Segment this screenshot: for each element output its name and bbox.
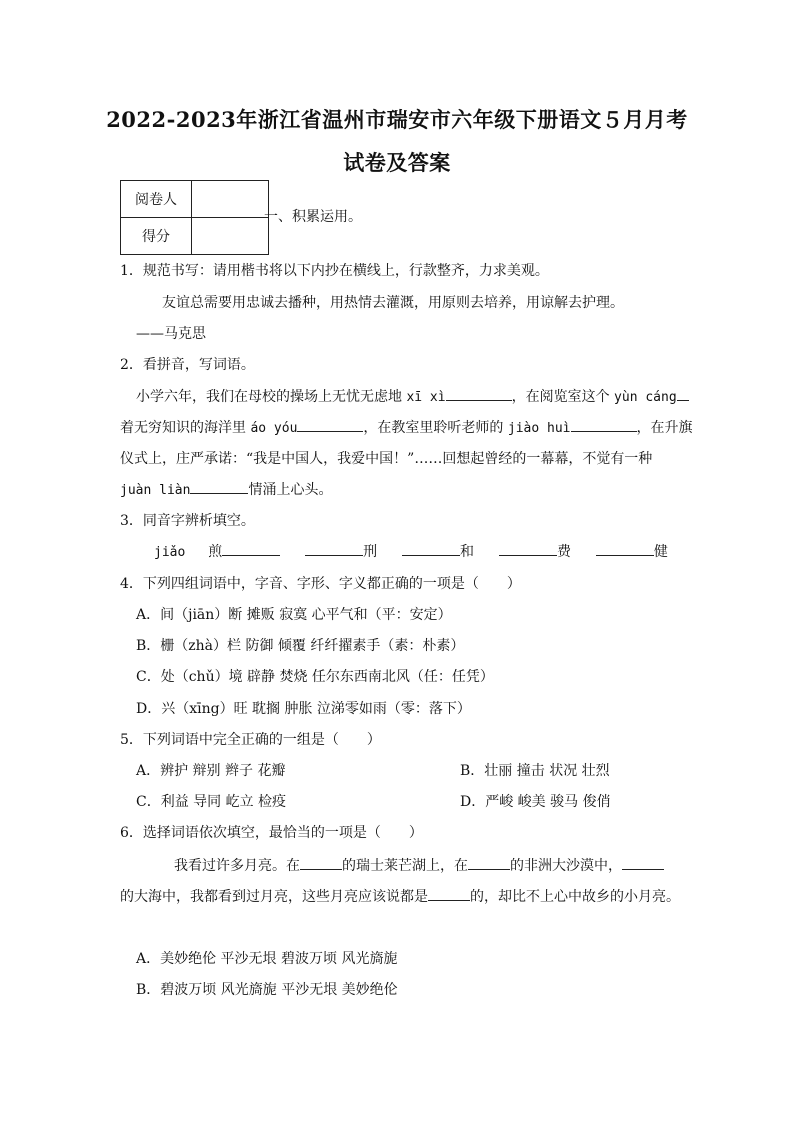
q4-stem: 4．下列四组词语中，字音、字形、字义都正确的一项是（ ） — [120, 576, 521, 592]
section-heading: 一、积累运用。 — [264, 209, 362, 225]
pinyin: áo yóu — [250, 421, 298, 436]
q5-option-d[interactable]: D．严峻 峻美 骏马 俊俏 — [460, 794, 611, 810]
q1-stem: 1．规范书写：请用楷书将以下内抄在横线上，行款整齐，力求美观。 — [120, 263, 549, 279]
score-cell — [192, 218, 269, 255]
answer-blank[interactable] — [571, 417, 637, 432]
q2-text: ，在教室里聆听老师的 — [363, 420, 504, 436]
q2-text: 情涌上心头。 — [248, 482, 333, 498]
q6-stem: 6．选择词语依次填空，最恰当的一项是（ ） — [120, 825, 423, 841]
q3-word: 费 — [556, 544, 571, 560]
answer-blank[interactable] — [468, 855, 510, 870]
answer-blank[interactable] — [428, 886, 470, 901]
q6-option-b[interactable]: B．碧波万顷 风光旖旎 平沙无垠 美妙绝伦 — [136, 982, 398, 998]
q6-text: 的，却比不上心中故乡的小月亮。 — [470, 889, 680, 905]
answer-blank[interactable] — [402, 541, 460, 556]
q2-text: 小学六年，我们在母校的操场上无忧无虑地 — [136, 389, 402, 405]
q3-word: 煎 — [208, 544, 223, 560]
pinyin: jiào huì — [507, 421, 571, 436]
exam-title-line1: 2022-2023年浙江省温州市瑞安市六年级下册语文５月月考 — [106, 107, 688, 132]
q1-author: ——马克思 — [136, 326, 206, 342]
pinyin: jiǎo — [154, 545, 186, 560]
q5-stem: 5．下列词语中完全正确的一组是（ ） — [120, 732, 381, 748]
answer-blank[interactable] — [297, 417, 363, 432]
q6-passage-line1 — [174, 855, 664, 875]
q3-word: 和 — [460, 544, 475, 560]
q2-line2 — [120, 417, 693, 437]
answer-blank[interactable] — [190, 479, 248, 494]
q4-option-c[interactable]: C．处（chǔ）境 辟静 焚烧 任尔东西南北风（任：任凭） — [136, 669, 494, 685]
q6-text: 的瑞士莱芒湖上，在 — [342, 858, 468, 874]
q5-option-a[interactable]: A．辨护 辩别 辫子 花瓣 — [136, 763, 286, 779]
answer-blank[interactable] — [596, 541, 654, 556]
q6-passage-line2 — [120, 886, 680, 906]
pinyin: xī xì — [406, 390, 446, 405]
q3-stem: 3．同音字辨析填空。 — [120, 513, 255, 529]
answer-blank[interactable] — [622, 855, 664, 870]
score-label: 得分 — [121, 218, 192, 255]
answer-blank[interactable] — [222, 541, 280, 556]
q6-option-a[interactable]: A．美妙绝伦 平沙无垠 碧波万顷 风光旖旎 — [136, 951, 398, 967]
score-table — [120, 180, 269, 255]
q4-option-b[interactable]: B．栅（zhà）栏 防御 倾覆 纤纤擢素手（素：朴素） — [136, 638, 465, 654]
q1-quote: 友谊总需要用忠诚去播种，用热情去灌溉，用原则去培养，用谅解去护理。 — [162, 295, 624, 311]
pinyin: juàn liàn — [120, 483, 191, 498]
q2-stem: 2．看拼音，写词语。 — [120, 357, 255, 373]
pinyin: yùn cáng — [614, 390, 677, 405]
answer-blank[interactable] — [446, 386, 512, 401]
answer-blank[interactable] — [499, 541, 557, 556]
q2-text: ，在阅览室这个 — [511, 389, 610, 405]
q3-row — [154, 541, 668, 561]
q2-line1 — [136, 386, 689, 406]
answer-blank[interactable] — [677, 386, 689, 401]
exam-title-line2: 试卷及答案 — [343, 150, 451, 175]
q2-text: ，在升旗 — [636, 420, 693, 436]
q3-word: 刑 — [363, 544, 378, 560]
q5-option-b[interactable]: B．壮丽 撞击 状况 壮烈 — [460, 763, 610, 779]
q3-word: 健 — [653, 544, 668, 560]
q4-option-d[interactable]: D．兴（xīng）旺 耽搁 肿胀 泣涕零如雨（零：落下） — [136, 701, 471, 717]
q4-option-a[interactable]: A．间（jiān）断 摊贩 寂寞 心平气和（平：安定） — [136, 607, 452, 623]
reviewer-label: 阅卷人 — [121, 181, 192, 218]
q6-text: 的非洲大沙漠中， — [510, 858, 622, 874]
answer-blank[interactable] — [305, 541, 363, 556]
q6-text: 我看过许多月亮。在 — [174, 858, 300, 874]
answer-blank[interactable] — [300, 855, 342, 870]
q2-line4 — [120, 479, 332, 499]
reviewer-cell — [192, 181, 269, 218]
q2-line3: 仪式上，庄严承诺：“我是中国人，我爱中国！”……回想起曾经的一幕幕，不觉有一种 — [120, 451, 653, 467]
q2-text: 着无穷知识的海洋里 — [120, 420, 246, 436]
q6-text: 的大海中，我都看到过月亮，这些月亮应该说都是 — [120, 889, 428, 905]
q5-option-c[interactable]: C．利益 导同 屹立 检疫 — [136, 794, 287, 810]
